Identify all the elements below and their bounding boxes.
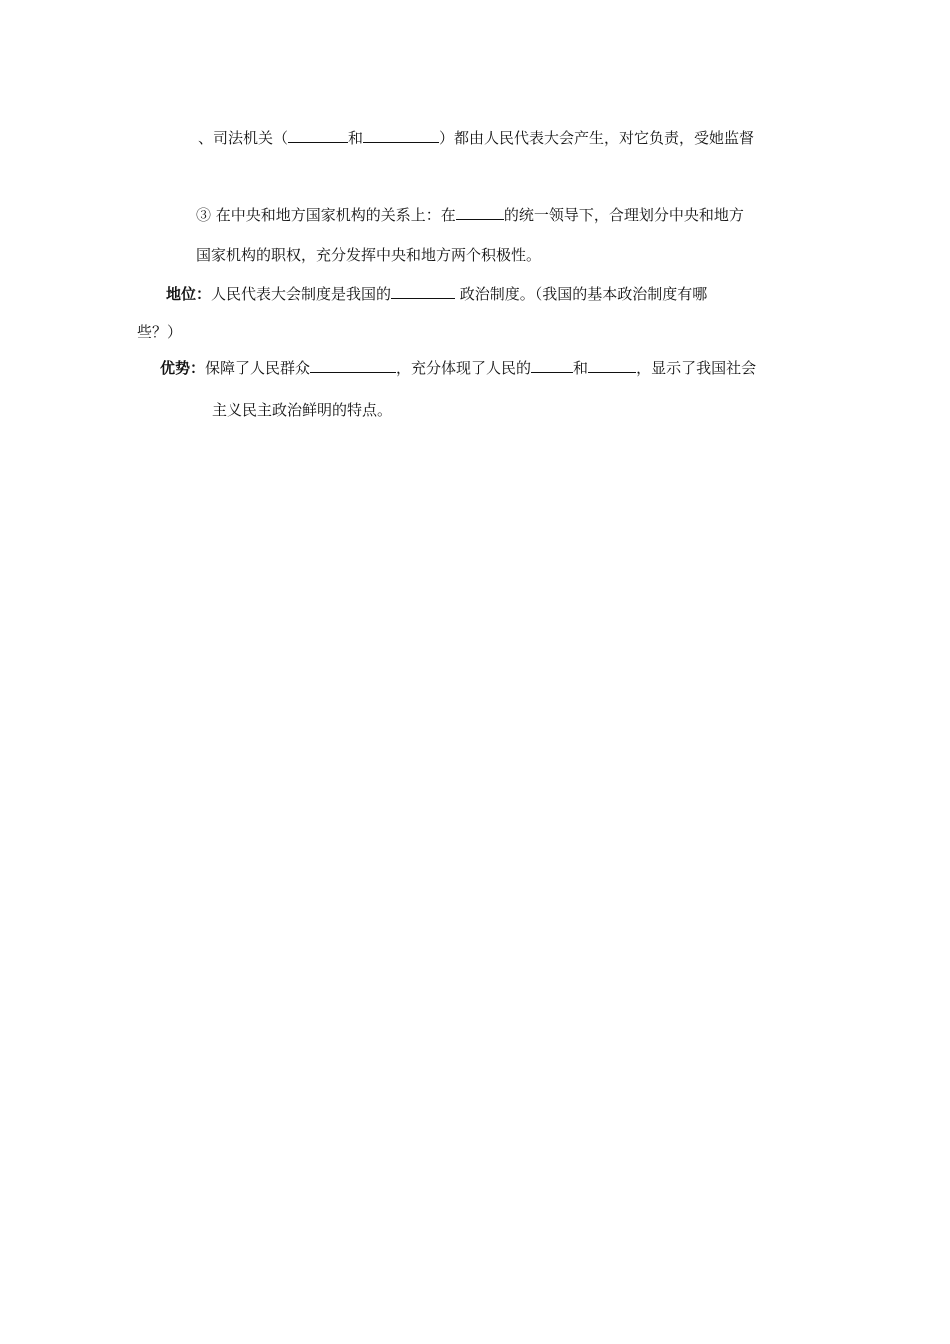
judicial-prefix: 、司法机关（ [198,129,289,147]
advantage-text-a: 保障了人民群众 [205,359,311,377]
advantage-joiner: 和 [573,359,589,377]
central-local-text-b: 的统一领导下，合理划分中央和地方 [503,206,744,224]
blank-2[interactable] [363,128,439,143]
blank-3[interactable] [456,205,504,220]
central-local-line-2 [196,245,541,265]
circled-three-marker: ③ [196,206,212,224]
blank-4[interactable] [391,284,455,299]
status-line [166,284,707,304]
advantage-continuation [212,400,392,420]
central-local-text-2: 国家机构的职权，充分发挥中央和地方两个积极性。 [196,246,542,264]
judicial-suffix: ）都由人民代表大会产生，对它负责，受她监督 [439,129,755,147]
central-local-line-1 [196,205,744,225]
status-text-cont: 些？） [137,323,183,341]
central-local-text-a: 在中央和地方国家机构的关系上：在 [215,206,456,224]
status-label: 地位： [166,285,212,303]
advantage-text-c: ，显示了我国社会 [636,359,757,377]
advantage-text-cont: 主义民主政治鲜明的特点。 [212,401,393,419]
judicial-organs-line [198,128,754,148]
blank-1[interactable] [288,128,348,143]
joiner-he: 和 [348,129,364,147]
advantage-line [160,358,756,378]
status-text-b: 政治制度。（我国的基本政治制度有哪 [455,285,708,303]
advantage-label: 优势： [160,359,206,377]
status-text-a: 人民代表大会制度是我国的 [211,285,392,303]
status-continuation [137,322,182,342]
blank-7[interactable] [588,358,636,373]
blank-6[interactable] [531,358,573,373]
advantage-text-b: ，充分体现了人民的 [396,359,532,377]
blank-5[interactable] [310,358,396,373]
